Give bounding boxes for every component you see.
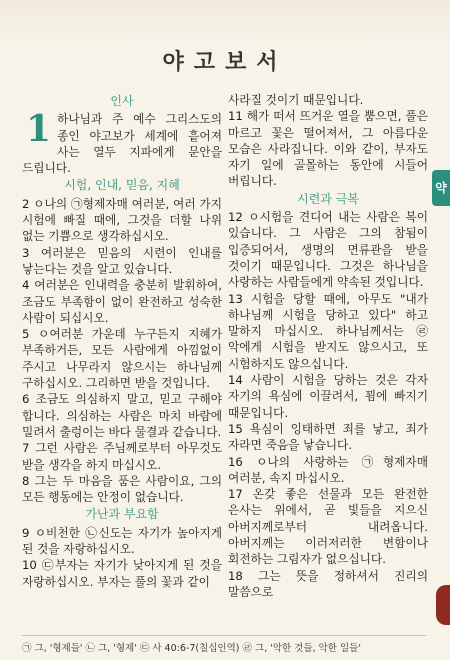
verse-13: 13 시험을 당할 때에, 아무도 "내가 하나님께 시험을 당하고 있다" 하고 말하지 마십시오. 하나님께서는 ㉣악에게 시험을 받지도 않으시고, 또 시험하지도 않으십니다. — [228, 291, 428, 371]
verse-15: 15 욕심이 잉태하면 죄를 낳고, 죄가 자라면 죽음을 낳습니다. — [228, 421, 428, 453]
left-column — [22, 92, 222, 590]
section-heading: 시험, 인내, 믿음, 지혜 — [64, 178, 180, 193]
book-index-tab[interactable]: 약 — [432, 170, 450, 206]
verse-14: 14 사람이 시험을 당하는 것은 각자 자기의 욕심에 이끌려서, 꾐에 빠지기 때문입니다. — [228, 373, 428, 420]
verse-17: 17 온갖 좋은 선물과 모든 완전한 은사는 위에서, 곧 빛들을 지으신 아버지께로부터 내려옵니다. 아버지께는 이러저러한 변함이나 회전하는 그림자가 없으십니다. — [228, 487, 428, 567]
verse-18: 18 그는 뜻을 정하셔서 진리의 말씀으로 — [228, 568, 428, 599]
verse-3: 3 여러분은 믿음의 시련이 인내를 낳는다는 것을 알고 있습니다. — [22, 245, 222, 276]
footnotes: ㉠ 그, '형제들' ㉡ 그, '형제' ㉢ 사 40:6-7(칠십인역) ㉣ 그, '악한 것들, 악한 일들' — [22, 635, 426, 654]
verse-10: 10 ㉢부자는 자기가 낮아지게 된 것을 자랑하십시오. 부자는 풀의 꽃과 같이 — [22, 558, 222, 589]
verse-11: 11 해가 떠서 뜨거운 열을 뿜으면, 풀은 마르고 꽃은 떨어져서, 그 아름다운 모습은 사라집니다. 이와 같이, 부자도 자기 일에 골몰하는 동안에 시들어 버립니다. — [228, 109, 428, 189]
verse-text: 하나님과 주 예수 그리스도의 종인 야고보가 세계에 흩어져 사는 열두 지파에게 문안을 드립니다. — [22, 112, 222, 176]
top-bleed-through — [0, 0, 450, 40]
right-column — [228, 92, 428, 600]
verse-6: 6 조금도 의심하지 말고, 믿고 구해야 합니다. 의심하는 사람은 마치 바람에 밀려서 출렁이는 바다 물결과 같습니다. — [22, 392, 222, 439]
verse-10-continued: 사라질 것이기 때문입니다. — [228, 93, 364, 107]
verse-12: 12 ㅇ시험을 견디어 내는 사람은 복이 있습니다. 그 사람은 그의 참됨이 입증되어서, 생명의 면류관을 받을 것이기 때문입니다. 그것은 하나님을 사랑하는 사람들에게 약속된 것입니다. — [228, 210, 428, 290]
chapter-number: 1 — [26, 108, 52, 151]
verse-2: 2 ㅇ나의 ㉠형제자매 여러분, 여러 가지 시험에 빠질 때에, 그것을 더할 나위 없는 기쁨으로 생각하십시오. — [22, 196, 222, 244]
section-heading: 가난과 부요함 — [85, 507, 159, 522]
section-heading: 시련과 극복 — [297, 191, 359, 206]
verse-9: 9 ㅇ비천한 ㉡신도는 자기가 높아지게 된 것을 자랑하십시오. — [22, 525, 222, 557]
verse-7: 7 그런 사람은 주님께로부터 아무것도 받을 생각을 하지 마십시오. — [22, 441, 222, 472]
verse-5: 5 ㅇ여러분 가운데 누구든지 지혜가 부족하거든, 모든 사람에게 아낌없이 주시고 나무라지 않으시는 하나님께 구하십시오. 그리하면 받을 것입니다. — [22, 327, 222, 391]
verse-16: 16 ㅇ나의 사랑하는 ㉠형제자매 여러분, 속지 마십시오. — [228, 454, 428, 485]
section-heading: 인사 — [110, 94, 134, 108]
edge-marker — [436, 585, 450, 625]
verse-8: 8 그는 두 마음을 품은 사람이요, 그의 모든 행동에는 안정이 없습니다. — [22, 473, 222, 505]
book-title: 야고보서 — [162, 49, 288, 75]
verse-4: 4 여러분은 인내력을 충분히 발휘하여, 조금도 부족함이 없이 완전하고 성숙한 사람이 되십시오. — [22, 278, 222, 325]
verse-1 — [22, 108, 222, 176]
